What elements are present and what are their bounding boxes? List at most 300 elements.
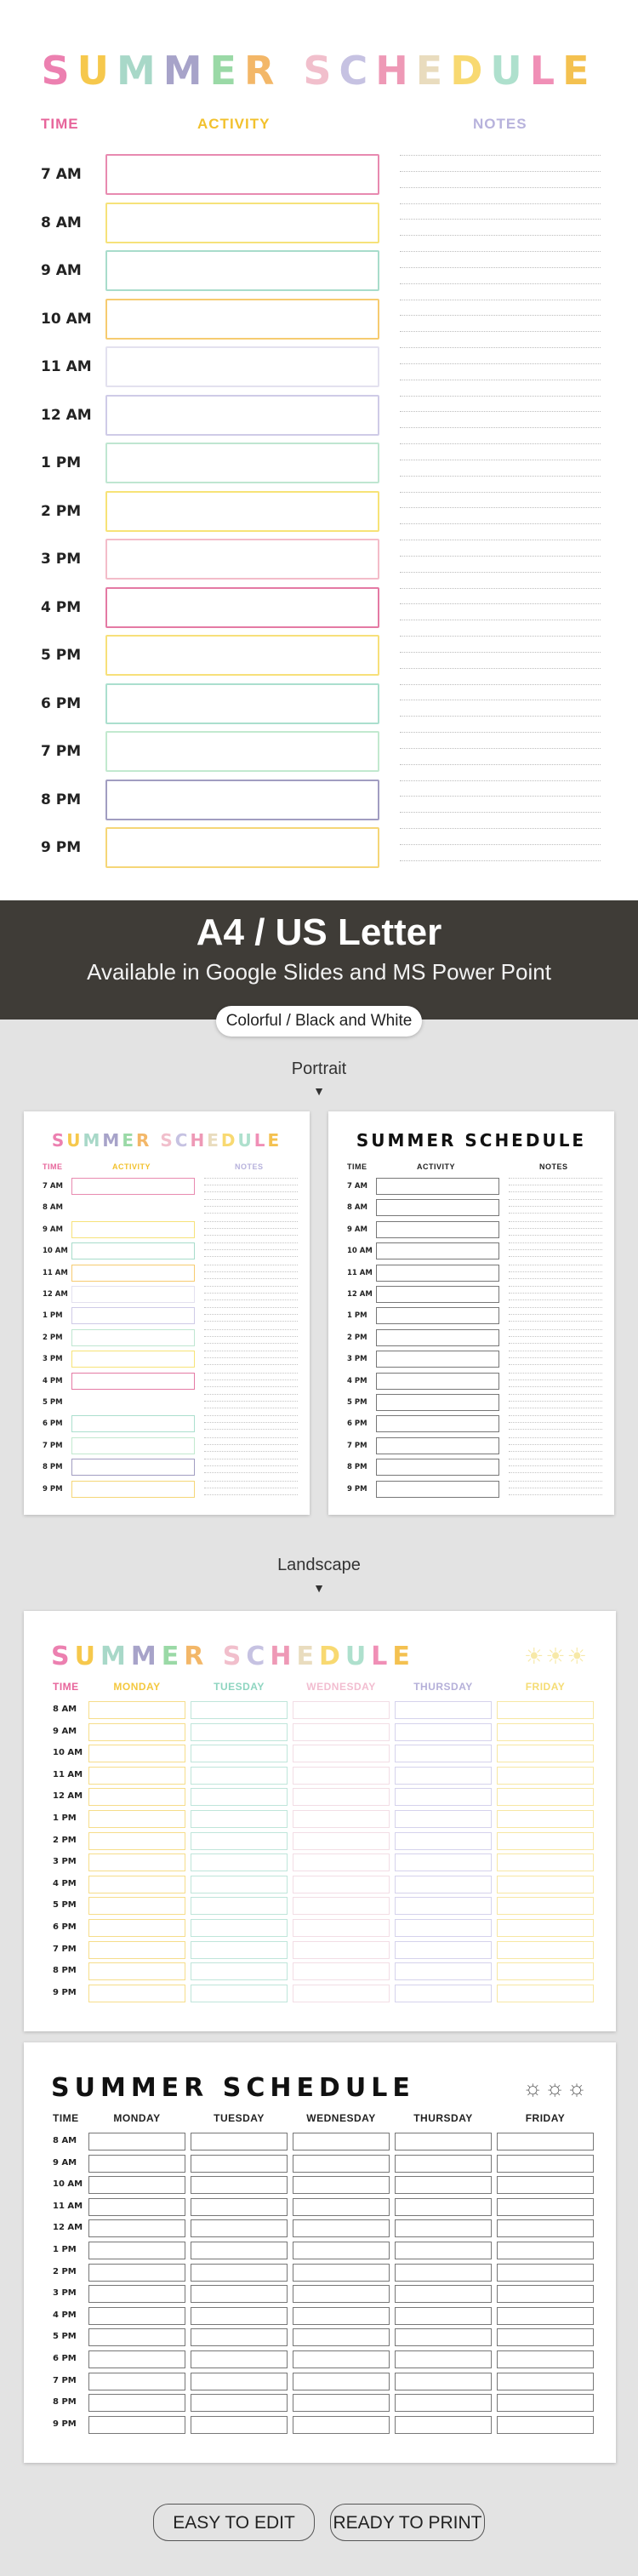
day-slot[interactable] — [191, 2373, 288, 2390]
notes-line — [509, 1394, 602, 1395]
activity-field[interactable] — [105, 299, 379, 340]
notes-line — [204, 1299, 298, 1300]
activity-field[interactable] — [105, 346, 379, 387]
day-slot[interactable] — [191, 2328, 288, 2346]
activity-field[interactable] — [376, 1307, 499, 1324]
notes-line — [400, 187, 601, 188]
activity-field[interactable] — [105, 731, 379, 772]
sun-outline-icons: ☼☼☼ — [522, 2075, 589, 2100]
day-slot[interactable] — [191, 1788, 288, 1806]
day-slot[interactable] — [191, 2198, 288, 2216]
day-slot[interactable] — [191, 2264, 288, 2282]
notes-line — [400, 668, 601, 669]
activity-field[interactable] — [376, 1481, 499, 1498]
activity-field[interactable] — [71, 1242, 195, 1259]
day-slot[interactable] — [293, 1810, 390, 1828]
schedule-row — [24, 2174, 616, 2196]
schedule-row — [24, 1895, 616, 1917]
notes-line — [204, 1343, 298, 1344]
time-label: 3 PM — [53, 2288, 77, 2299]
day-slot[interactable] — [293, 2242, 390, 2259]
day-slot[interactable] — [293, 1962, 390, 1980]
day-slot[interactable] — [88, 1962, 185, 1980]
portrait-color-preview — [24, 1111, 310, 1515]
day-slot[interactable] — [497, 1723, 594, 1741]
day-slot[interactable] — [293, 2373, 390, 2390]
schedule-row — [328, 1241, 614, 1262]
day-slot[interactable] — [293, 1985, 390, 2002]
day-slot[interactable] — [88, 1832, 185, 1850]
title-letter: S — [222, 1642, 247, 1671]
day-slot[interactable] — [191, 2416, 288, 2434]
day-slot[interactable] — [395, 2264, 492, 2282]
day-slot[interactable] — [497, 1897, 594, 1915]
day-slot[interactable] — [191, 1745, 288, 1762]
pb-col-activity: ACTIVITY — [417, 1162, 456, 1171]
time-label: 4 PM — [53, 1878, 77, 1888]
notes-line — [204, 1213, 298, 1214]
notes-line — [204, 1235, 298, 1236]
day-slot[interactable] — [293, 2416, 390, 2434]
activity-field[interactable] — [71, 1415, 195, 1432]
day-slot[interactable] — [497, 2350, 594, 2368]
time-label: 12 AM — [347, 1290, 373, 1299]
day-slot[interactable] — [293, 2176, 390, 2194]
title-letter: E — [296, 1642, 320, 1671]
day-slot[interactable] — [497, 2264, 594, 2282]
day-slot[interactable] — [497, 2155, 594, 2173]
title-letter: L — [371, 1642, 393, 1671]
day-slot[interactable] — [293, 2285, 390, 2303]
day-slot[interactable] — [191, 1810, 288, 1828]
activity-field[interactable] — [71, 1329, 195, 1346]
day-slot[interactable] — [293, 1853, 390, 1871]
time-label: 9 AM — [347, 1225, 367, 1234]
day-slot[interactable] — [191, 2394, 288, 2412]
notes-line — [204, 1286, 298, 1287]
day-slot[interactable] — [293, 2350, 390, 2368]
day-slot[interactable] — [88, 1941, 185, 1959]
schedule-row — [328, 1349, 614, 1370]
title-letter — [208, 1642, 222, 1671]
day-slot[interactable] — [293, 1701, 390, 1719]
activity-field[interactable] — [71, 1351, 195, 1368]
day-slot[interactable] — [497, 2242, 594, 2259]
activity-field[interactable] — [376, 1265, 499, 1282]
day-slot[interactable] — [497, 1832, 594, 1850]
activity-field[interactable] — [71, 1178, 195, 1195]
day-slot[interactable] — [395, 2155, 492, 2173]
notes-line — [400, 860, 601, 861]
day-slot[interactable] — [88, 1810, 185, 1828]
notes-line — [400, 507, 601, 508]
notes-line — [204, 1401, 298, 1402]
activity-field[interactable] — [376, 1351, 499, 1368]
time-label: 6 PM — [347, 1419, 367, 1429]
notes-line — [509, 1357, 602, 1358]
title-letter: E — [267, 1130, 282, 1151]
title-letter: S — [41, 48, 77, 94]
day-slot[interactable] — [293, 2328, 390, 2346]
time-label: 6 PM — [43, 1419, 63, 1429]
notes-line — [400, 476, 601, 477]
day-slot[interactable] — [395, 1897, 492, 1915]
activity-field[interactable] — [105, 154, 379, 195]
schedule-row — [24, 1917, 616, 1939]
notes-line — [509, 1444, 602, 1445]
day-slot[interactable] — [293, 1832, 390, 1850]
day-slot[interactable] — [88, 2285, 185, 2303]
landscape-bw-title: SUMMER SCHEDULE — [51, 2073, 415, 2103]
activity-field[interactable] — [71, 1481, 195, 1498]
day-slot[interactable] — [293, 2307, 390, 2325]
sun-icons: ☀☀☀ — [524, 1643, 589, 1669]
day-slot[interactable] — [191, 2242, 288, 2259]
day-slot[interactable] — [395, 1701, 492, 1719]
day-slot[interactable] — [88, 2416, 185, 2434]
day-slot[interactable] — [88, 2264, 185, 2282]
title-letter: C — [339, 48, 376, 94]
day-slot[interactable] — [191, 1962, 288, 1980]
time-label: 3 PM — [53, 1857, 77, 1867]
day-slot[interactable] — [191, 1767, 288, 1785]
notes-line — [204, 1422, 298, 1423]
day-slot[interactable] — [88, 2328, 185, 2346]
day-slot[interactable] — [88, 1876, 185, 1893]
schedule-row — [24, 1176, 310, 1197]
schedule-row — [0, 585, 638, 632]
schedule-row — [0, 151, 638, 199]
day-slot[interactable] — [395, 1832, 492, 1850]
day-slot[interactable] — [191, 2176, 288, 2194]
notes-line — [509, 1178, 602, 1179]
notes-line — [400, 764, 601, 765]
activity-field[interactable] — [376, 1459, 499, 1476]
notes-line — [204, 1394, 298, 1395]
landscape-bw-preview — [24, 2042, 616, 2463]
day-slot[interactable] — [395, 2242, 492, 2259]
title-letter: D — [450, 48, 491, 94]
activity-field[interactable] — [71, 1286, 195, 1303]
time-label: 8 PM — [43, 1463, 63, 1472]
activity-field[interactable] — [71, 1373, 195, 1390]
activity-field[interactable] — [376, 1329, 499, 1346]
day-slot[interactable] — [88, 1897, 185, 1915]
activity-field[interactable] — [105, 635, 379, 676]
day-slot[interactable] — [395, 1962, 492, 1980]
day-slot[interactable] — [395, 1723, 492, 1741]
day-slot[interactable] — [497, 2176, 594, 2194]
day-slot[interactable] — [191, 2155, 288, 2173]
day-slot[interactable] — [497, 2416, 594, 2434]
day-slot[interactable] — [497, 1876, 594, 1893]
notes-line — [204, 1191, 298, 1192]
notes-line — [509, 1221, 602, 1222]
activity-field[interactable] — [376, 1178, 499, 1195]
pb-col-time: TIME — [347, 1162, 367, 1171]
time-label: 3 PM — [43, 1355, 63, 1364]
day-slot[interactable] — [293, 1723, 390, 1741]
ready-to-print-badge: READY TO PRINT — [330, 2504, 485, 2541]
notes-line — [400, 396, 601, 397]
schedule-row — [328, 1219, 614, 1241]
day-heading: MONDAY — [113, 2112, 161, 2124]
day-slot[interactable] — [293, 2155, 390, 2173]
day-slot[interactable] — [293, 2198, 390, 2216]
schedule-row — [24, 1743, 616, 1765]
activity-field[interactable] — [71, 1221, 195, 1238]
time-label: 5 PM — [53, 2332, 77, 2342]
day-slot[interactable] — [293, 1788, 390, 1806]
day-slot[interactable] — [191, 2350, 288, 2368]
day-slot[interactable] — [497, 2328, 594, 2346]
activity-field[interactable] — [376, 1199, 499, 1216]
notes-line — [204, 1321, 298, 1322]
day-slot[interactable] — [88, 1767, 185, 1785]
day-slot[interactable] — [395, 2176, 492, 2194]
day-slot[interactable] — [395, 2219, 492, 2237]
day-slot[interactable] — [395, 1941, 492, 1959]
day-slot[interactable] — [191, 2285, 288, 2303]
day-slot[interactable] — [88, 1701, 185, 1719]
day-slot[interactable] — [293, 1941, 390, 1959]
notes-line — [204, 1373, 298, 1374]
day-slot[interactable] — [191, 1985, 288, 2002]
day-slot[interactable] — [191, 1941, 288, 1959]
activity-field[interactable] — [105, 683, 379, 724]
day-slot[interactable] — [191, 2219, 288, 2237]
notes-line — [509, 1293, 602, 1294]
day-slot[interactable] — [88, 2198, 185, 2216]
notes-line — [204, 1336, 298, 1337]
day-slot[interactable] — [88, 2155, 185, 2173]
day-slot[interactable] — [395, 2394, 492, 2412]
day-slot[interactable] — [395, 2350, 492, 2368]
notes-line — [204, 1472, 298, 1473]
activity-field[interactable] — [71, 1459, 195, 1476]
day-slot[interactable] — [497, 1701, 594, 1719]
day-slot[interactable] — [395, 1853, 492, 1871]
activity-field[interactable] — [71, 1437, 195, 1454]
day-slot[interactable] — [395, 1810, 492, 1828]
col-notes-heading: NOTES — [473, 116, 527, 132]
activity-field[interactable] — [105, 539, 379, 580]
day-slot[interactable] — [88, 2176, 185, 2194]
activity-field[interactable] — [105, 780, 379, 820]
day-slot[interactable] — [88, 1985, 185, 2002]
schedule-row — [328, 1436, 614, 1457]
notes-line — [509, 1429, 602, 1430]
notes-line — [400, 844, 601, 845]
day-slot[interactable] — [395, 2328, 492, 2346]
landscape-arrow-icon: ▼ — [313, 1581, 325, 1595]
time-label: 2 PM — [53, 1835, 77, 1845]
title-letter: E — [415, 48, 451, 94]
notes-line — [400, 347, 601, 348]
day-slot[interactable] — [293, 1897, 390, 1915]
notes-line — [400, 556, 601, 557]
day-slot[interactable] — [293, 1745, 390, 1762]
activity-field[interactable] — [71, 1307, 195, 1324]
schedule-row — [24, 2283, 616, 2305]
day-slot[interactable] — [497, 1941, 594, 1959]
title-letter: E — [562, 48, 597, 94]
day-slot[interactable] — [293, 1919, 390, 1937]
day-slot[interactable] — [395, 1788, 492, 1806]
time-label: 5 PM — [41, 647, 82, 664]
day-slot[interactable] — [395, 1876, 492, 1893]
day-slot[interactable] — [293, 2219, 390, 2237]
activity-field[interactable] — [376, 1221, 499, 1238]
day-slot[interactable] — [191, 1701, 288, 1719]
day-slot[interactable] — [293, 2394, 390, 2412]
day-slot[interactable] — [497, 2198, 594, 2216]
notes-line — [509, 1401, 602, 1402]
time-label: 12 AM — [53, 1791, 83, 1802]
activity-field[interactable] — [105, 395, 379, 436]
day-slot[interactable] — [497, 2394, 594, 2412]
activity-field[interactable] — [71, 1199, 195, 1216]
day-slot[interactable] — [88, 1853, 185, 1871]
landscape-color-preview — [24, 1611, 616, 2031]
day-slot[interactable] — [293, 2133, 390, 2150]
schedule-row — [0, 392, 638, 440]
day-slot[interactable] — [497, 2285, 594, 2303]
day-slot[interactable] — [395, 1985, 492, 2002]
notes-line — [509, 1386, 602, 1387]
day-slot[interactable] — [395, 2133, 492, 2150]
day-slot[interactable] — [497, 1788, 594, 1806]
lc-col-time: TIME — [53, 1681, 79, 1693]
activity-field[interactable] — [376, 1373, 499, 1390]
activity-field[interactable] — [105, 491, 379, 532]
day-slot[interactable] — [88, 2242, 185, 2259]
activity-field[interactable] — [105, 443, 379, 483]
day-slot[interactable] — [497, 2373, 594, 2390]
day-slot[interactable] — [191, 1832, 288, 1850]
day-slot[interactable] — [88, 2219, 185, 2237]
activity-field[interactable] — [105, 250, 379, 291]
day-slot[interactable] — [497, 2307, 594, 2325]
day-heading: FRIDAY — [525, 1681, 566, 1693]
day-slot[interactable] — [497, 1745, 594, 1762]
notes-line — [509, 1249, 602, 1250]
time-label: 10 AM — [43, 1247, 68, 1256]
activity-field[interactable] — [376, 1415, 499, 1432]
day-slot[interactable] — [395, 2198, 492, 2216]
day-slot[interactable] — [293, 1767, 390, 1785]
day-slot[interactable] — [395, 1919, 492, 1937]
activity-field[interactable] — [71, 1394, 195, 1411]
day-slot[interactable] — [497, 1985, 594, 2002]
time-label: 8 AM — [53, 2136, 77, 2145]
day-slot[interactable] — [88, 2373, 185, 2390]
day-slot[interactable] — [191, 1897, 288, 1915]
day-slot[interactable] — [293, 2264, 390, 2282]
day-slot[interactable] — [497, 1810, 594, 1828]
day-slot[interactable] — [88, 2394, 185, 2412]
notes-line — [400, 636, 601, 637]
activity-field[interactable] — [376, 1286, 499, 1303]
title-letter — [151, 1130, 160, 1151]
day-slot[interactable] — [88, 1788, 185, 1806]
schedule-row — [328, 1305, 614, 1327]
day-slot[interactable] — [191, 1723, 288, 1741]
day-slot[interactable] — [191, 1919, 288, 1937]
pc-col-notes: NOTES — [235, 1162, 264, 1171]
day-slot[interactable] — [191, 2133, 288, 2150]
day-slot[interactable] — [88, 1745, 185, 1762]
day-slot[interactable] — [395, 2416, 492, 2434]
day-slot[interactable] — [497, 1962, 594, 1980]
notes-line — [204, 1429, 298, 1430]
notes-line — [509, 1271, 602, 1272]
landscape-color-title — [51, 1642, 415, 1672]
day-slot[interactable] — [395, 1767, 492, 1785]
day-slot[interactable] — [293, 1876, 390, 1893]
day-slot[interactable] — [395, 2373, 492, 2390]
time-label: 7 PM — [43, 1441, 63, 1450]
schedule-row — [24, 1786, 616, 1808]
day-slot[interactable] — [191, 1853, 288, 1871]
schedule-row — [24, 1699, 616, 1722]
time-label: 2 PM — [347, 1333, 367, 1342]
notes-line — [509, 1494, 602, 1495]
schedule-row — [0, 681, 638, 728]
day-slot[interactable] — [88, 1919, 185, 1937]
banner-title: A4 / US Letter — [196, 911, 442, 953]
day-slot[interactable] — [88, 1723, 185, 1741]
activity-field[interactable] — [376, 1437, 499, 1454]
day-slot[interactable] — [497, 1919, 594, 1937]
notes-line — [400, 427, 601, 428]
title-letter: E — [122, 1130, 136, 1151]
activity-field[interactable] — [376, 1394, 499, 1411]
activity-field[interactable] — [105, 587, 379, 628]
day-slot[interactable] — [191, 2307, 288, 2325]
day-slot[interactable] — [395, 2307, 492, 2325]
day-slot[interactable] — [395, 2285, 492, 2303]
time-label: 3 PM — [347, 1355, 367, 1364]
activity-field[interactable] — [376, 1242, 499, 1259]
day-slot[interactable] — [88, 2133, 185, 2150]
notes-line — [509, 1321, 602, 1322]
day-slot[interactable] — [497, 1853, 594, 1871]
day-slot[interactable] — [497, 2133, 594, 2150]
activity-field[interactable] — [105, 203, 379, 243]
day-slot[interactable] — [497, 2219, 594, 2237]
notes-line — [509, 1364, 602, 1365]
activity-field[interactable] — [105, 827, 379, 868]
notes-line — [400, 684, 601, 685]
notes-line — [400, 155, 601, 156]
activity-field[interactable] — [71, 1265, 195, 1282]
time-label: 7 PM — [53, 1944, 77, 1954]
title-letter: U — [74, 1642, 100, 1671]
title-letter: D — [220, 1130, 238, 1151]
day-slot[interactable] — [395, 1745, 492, 1762]
notes-line — [509, 1228, 602, 1229]
schedule-row — [328, 1414, 614, 1435]
day-slot[interactable] — [497, 1767, 594, 1785]
day-slot[interactable] — [191, 1876, 288, 1893]
title-letter: S — [160, 1130, 175, 1151]
day-slot[interactable] — [88, 2350, 185, 2368]
notes-line — [509, 1206, 602, 1207]
day-slot[interactable] — [88, 2307, 185, 2325]
title-letter: L — [529, 48, 563, 94]
time-label: 2 PM — [53, 2266, 77, 2276]
